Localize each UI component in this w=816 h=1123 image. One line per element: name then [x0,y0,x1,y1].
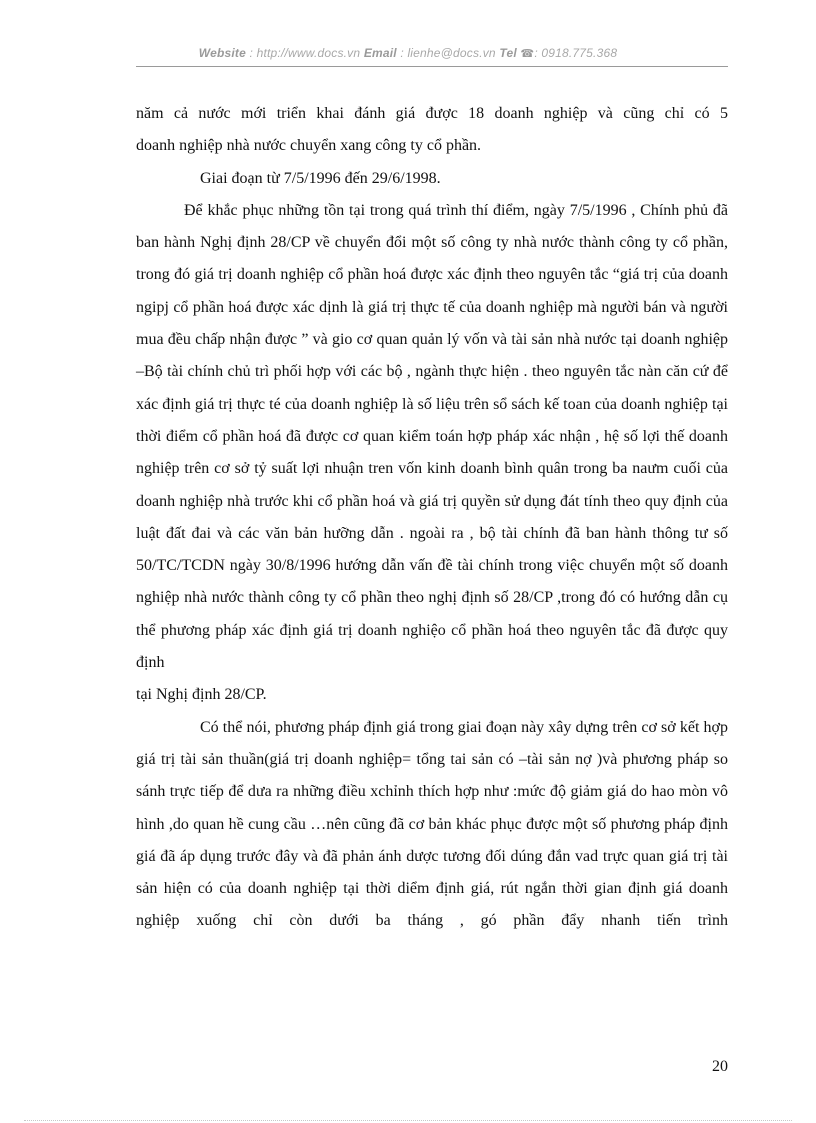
footer-divider [24,1120,792,1121]
page-header [0,46,816,60]
tel-label: Tel [499,46,517,60]
paragraph-1-line-1: năm cả nước mới triển khai đánh giá được 18 doanh nghiệp và cũng chỉ có 5 [136,105,728,122]
paragraph-1 [136,98,728,163]
phone-icon: ☎ [520,48,535,60]
page-number: 20 [712,1058,728,1075]
document-body [136,98,728,938]
website-value: : http://www.docs.vn [249,46,361,60]
email-label: Email [363,46,397,60]
paragraph-1-line-2: doanh nghiệp nhà nước chuyển xang công ty cổ phần. [136,137,482,155]
paragraph-4: Có thể nói, phương pháp định giá trong giai đoạn này xây dựng trên cơ sở kết hợp giá trị tài sản thuần(giá trị doanh nghiệp= tổng tai sản có –tài sản nợ )và phương pháp so sánh trực tiếp để dưa ra những điều xchỉnh thích hợp như :mức độ giảm giá do hao mòn vô hình ,do quan hề cung cầu …nên cũng đã cơ bản khác phục được một số phương pháp định giá đã áp dụng trước đây và đã phản ánh dược tương đối dúng đắn vad trực quan giá trị tài sản hiện có của doanh nghiệp tại thời diểm định giá, rút ngắn thời gian định giá doanh nghiệp xuống chỉ còn dưới ba tháng , gó phần đẩy nhanh tiến trình [136,718,728,930]
tel-value: : 0918.775.368 [534,46,618,60]
website-label: Website [198,46,246,60]
email-value: : lienhe@docs.vn [400,46,496,60]
paragraph-2: Giai đoạn từ 7/5/1996 đến 29/6/1998. [200,169,441,187]
paragraph-3 [136,195,728,712]
paragraph-3-end: tại Nghị định 28/CP. [136,686,267,704]
header-divider [136,66,728,67]
paragraph-3-body: Để khắc phục những tồn tại trong quá trình thí điểm, ngày 7/5/1996 , Chính phủ đã ban hành Nghị định 28/CP về chuyển đổi một số công ty nhà nước thành công ty cổ phần, trong đó giá trị doanh nghiệp cổ phần hoá được xác định theo nguyên tắc “giá trị của doanh ngipj cổ phần hoá được xác dịnh là giá trị thực tế của doanh nghiệp mà người bán và người mua đều chấp nhận được ” và gio cơ quan quản lý vốn và tài sản nhà nước tại doanh nghiệp –Bộ tài chính chủ trì phối hợp với các bộ , ngành thực hiện . theo nguyên tắc nàn căn cứ để xác định giá trị thực té của doanh nghiệp là số liệu trên sổ sách kế toan của doanh nghiệp tại thời điểm cổ phần hoá đã được cơ quan kiểm toán hợp pháp xác nhận , hệ số lợi thế doanh nghiệp trên cơ sở tỷ suất lợi nhuận tren vốn kinh doanh bình quân trong ba naưm cuối của doanh nghiệp nhà trước khi cổ phần hoá và giá trị quyền sử dụng đát tính theo quy định của luật đất đai và các văn bản hưỡng dẫn . ngoài ra , bộ tài chính đã ban hành thông tư số 50/TC/TCDN ngày 30/8/1996 hướng dẫn vấn đề tài chính trong việc chuyển một số doanh nghiệp nhà nước thành công ty cổ phần theo nghị định số 28/CP ,trong đó có hướng dẫn cụ thể phương pháp xác định giá trị doanh nghiệo cổ phần hoá theo nguyên tắc đã được quy định [136,201,728,672]
